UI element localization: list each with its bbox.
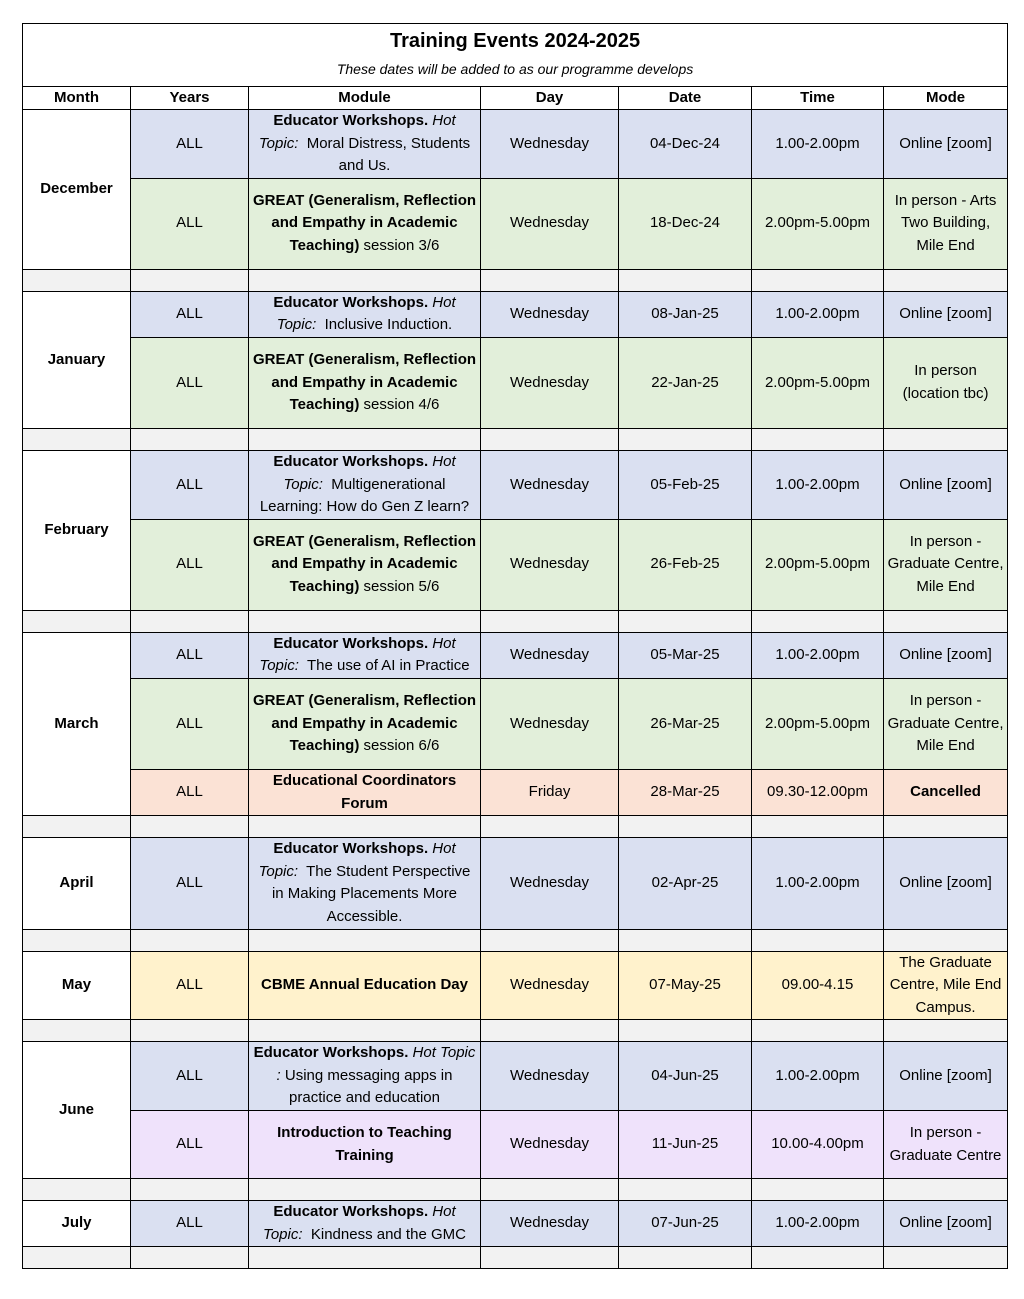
session-number: 4/6 [418, 396, 440, 414]
spacer-row [23, 1179, 1008, 1201]
time-cell: 1.00-2.00pm [752, 1201, 884, 1247]
topic-label: Topic: [283, 475, 323, 493]
month-cell: July [23, 1201, 131, 1247]
month-cell: December [23, 110, 131, 270]
topic-text: Moral Distress, Students and Us. [306, 134, 471, 175]
day-cell: Wednesday [481, 519, 619, 610]
topic-label: Topic: [258, 862, 299, 880]
module-cell [249, 1042, 481, 1111]
session-label: session [363, 578, 415, 596]
mode-cell: In person - Graduate Centre, Mile End [884, 678, 1008, 769]
date-cell: 05-Mar-25 [619, 632, 752, 678]
topic-text: Using messaging apps in practice and education [284, 1066, 453, 1107]
session-label: session [363, 737, 415, 755]
time-cell: 2.00pm-5.00pm [752, 337, 884, 428]
month-cell: February [23, 450, 131, 610]
date-cell: 26-Mar-25 [619, 678, 752, 769]
date-cell: 08-Jan-25 [619, 291, 752, 337]
spacer-row [23, 1247, 1008, 1269]
mode-cell: In person - Graduate Centre, Mile End [884, 519, 1008, 610]
mode-cell-cancelled: Cancelled [884, 769, 1008, 815]
time-cell: 2.00pm-5.00pm [752, 519, 884, 610]
years-cell: ALL [131, 951, 249, 1020]
table-row [23, 678, 1008, 769]
mode-cell: Online [zoom] [884, 1042, 1008, 1111]
years-cell: ALL [131, 678, 249, 769]
day-cell: Wednesday [481, 1111, 619, 1179]
years-cell: ALL [131, 838, 249, 929]
header-mode: Mode [884, 87, 1008, 110]
date-cell: 22-Jan-25 [619, 337, 752, 428]
mode-cell: In person - Arts Two Building, Mile End [884, 178, 1008, 269]
topic-label: Topic: [263, 1225, 303, 1243]
module-title: GREAT (Generalism, Reflection and Empathy in Academic Teaching) [252, 191, 477, 255]
years-cell: ALL [131, 337, 249, 428]
time-cell: 1.00-2.00pm [752, 450, 884, 519]
table-row [23, 1201, 1008, 1247]
day-cell: Wednesday [481, 1201, 619, 1247]
table-row [23, 450, 1008, 519]
date-cell: 04-Dec-24 [619, 110, 752, 179]
header-years: Years [131, 87, 249, 110]
module-title: GREAT (Generalism, Reflection and Empathy in Academic Teaching) [252, 532, 477, 596]
table-row [23, 838, 1008, 929]
module-title: Educator Workshops. [273, 634, 429, 652]
topic-text: Kindness and the GMC [310, 1225, 466, 1243]
day-cell: Wednesday [481, 450, 619, 519]
day-cell: Wednesday [481, 110, 619, 179]
session-number: 6/6 [418, 737, 440, 755]
time-cell: 1.00-2.00pm [752, 1042, 884, 1111]
day-cell: Wednesday [481, 337, 619, 428]
module-title: Educator Workshops. [273, 293, 429, 311]
hot-label: Hot [432, 1203, 456, 1221]
date-cell: 05-Feb-25 [619, 450, 752, 519]
mode-cell: The Graduate Centre, Mile End Campus. [884, 951, 1008, 1020]
hot-label: Hot [412, 1044, 436, 1062]
table-row [23, 519, 1008, 610]
time-cell: 09.30-12.00pm [752, 769, 884, 815]
header-module: Module [249, 87, 481, 110]
topic-text: Multigenerational Learning: How do Gen Z learn? [259, 475, 470, 516]
module-title: Educator Workshops. [273, 1203, 429, 1221]
date-cell: 11-Jun-25 [619, 1111, 752, 1179]
time-cell: 2.00pm-5.00pm [752, 678, 884, 769]
module-title: Educator Workshops. [253, 1044, 409, 1062]
module-cell [249, 519, 481, 610]
topic-label: Topic: [276, 316, 317, 334]
date-cell: 18-Dec-24 [619, 178, 752, 269]
date-cell: 04-Jun-25 [619, 1042, 752, 1111]
day-cell: Wednesday [481, 838, 619, 929]
table-row [23, 291, 1008, 337]
day-cell: Wednesday [481, 632, 619, 678]
module-cell [249, 337, 481, 428]
session-label: session [363, 237, 415, 255]
title-cell [23, 24, 1008, 87]
module-cell: CBME Annual Education Day [249, 951, 481, 1020]
time-cell: 10.00-4.00pm [752, 1111, 884, 1179]
topic-text: The Student Perspective in Making Placements More Accessible. [271, 862, 471, 925]
day-cell: Wednesday [481, 1042, 619, 1111]
topic-text: The use of AI in Practice [306, 657, 470, 675]
mode-cell: Online [zoom] [884, 291, 1008, 337]
years-cell: ALL [131, 110, 249, 179]
years-cell: ALL [131, 1111, 249, 1179]
mode-cell: Online [zoom] [884, 838, 1008, 929]
day-cell: Wednesday [481, 678, 619, 769]
module-title: GREAT (Generalism, Reflection and Empathy in Academic Teaching) [252, 351, 477, 414]
module-cell [249, 678, 481, 769]
years-cell: ALL [131, 1201, 249, 1247]
month-cell: April [23, 838, 131, 929]
spacer-row [23, 269, 1008, 291]
session-label: session [363, 396, 415, 414]
topic-text: Inclusive Induction. [324, 316, 453, 334]
years-cell: ALL [131, 450, 249, 519]
page-title: Training Events 2024-2025 [389, 30, 641, 52]
topic-label: Topic: [259, 657, 299, 675]
table-row [23, 769, 1008, 815]
time-cell: 1.00-2.00pm [752, 838, 884, 929]
time-cell: 09.00-4.15 [752, 951, 884, 1020]
time-cell: 1.00-2.00pm [752, 632, 884, 678]
module-cell [249, 178, 481, 269]
module-title: Educator Workshops. [273, 112, 429, 129]
page-subtitle: These dates will be added to as our programme develops [336, 61, 694, 77]
topic-label: Topic : [276, 1044, 476, 1084]
spacer-row [23, 428, 1008, 450]
spacer-row [23, 610, 1008, 632]
table-row [23, 1042, 1008, 1111]
hot-label: Hot [432, 293, 456, 311]
hot-label: Hot [432, 452, 456, 470]
table-row [23, 178, 1008, 269]
module-cell [249, 838, 481, 929]
time-cell: 1.00-2.00pm [752, 110, 884, 179]
header-month: Month [23, 87, 131, 110]
session-number: 5/6 [418, 578, 440, 596]
module-cell: Educational Coordinators Forum [249, 769, 481, 815]
day-cell: Friday [481, 769, 619, 815]
day-cell: Wednesday [481, 951, 619, 1020]
spacer-row [23, 816, 1008, 838]
mode-cell: In person (location tbc) [884, 337, 1008, 428]
date-cell: 07-May-25 [619, 951, 752, 1020]
day-cell: Wednesday [481, 291, 619, 337]
month-cell: May [23, 951, 131, 1020]
spacer-row [23, 929, 1008, 951]
table-row [23, 110, 1008, 179]
hot-label: Hot [432, 112, 456, 129]
session-number: 3/6 [418, 237, 440, 255]
mode-cell: Online [zoom] [884, 632, 1008, 678]
years-cell: ALL [131, 178, 249, 269]
years-cell: ALL [131, 1042, 249, 1111]
module-cell [249, 632, 481, 678]
years-cell: ALL [131, 291, 249, 337]
years-cell: ALL [131, 519, 249, 610]
mode-cell: Online [zoom] [884, 450, 1008, 519]
hot-label: Hot [432, 840, 456, 858]
time-cell: 2.00pm-5.00pm [752, 178, 884, 269]
table-row [23, 1111, 1008, 1179]
table-row [23, 632, 1008, 678]
time-cell: 1.00-2.00pm [752, 291, 884, 337]
mode-cell: Online [zoom] [884, 110, 1008, 179]
header-row [23, 87, 1008, 110]
day-cell: Wednesday [481, 178, 619, 269]
mode-cell: Online [zoom] [884, 1201, 1008, 1247]
years-cell: ALL [131, 769, 249, 815]
date-cell: 07-Jun-25 [619, 1201, 752, 1247]
module-title: Educator Workshops. [273, 452, 429, 470]
header-date: Date [619, 87, 752, 110]
month-cell: June [23, 1042, 131, 1179]
date-cell: 02-Apr-25 [619, 838, 752, 929]
month-cell: March [23, 632, 131, 815]
date-cell: 26-Feb-25 [619, 519, 752, 610]
header-time: Time [752, 87, 884, 110]
header-day: Day [481, 87, 619, 110]
hot-label: Hot [432, 634, 456, 652]
training-events-table [22, 23, 1008, 1269]
month-cell: January [23, 291, 131, 428]
table-row [23, 951, 1008, 1020]
module-cell [249, 1201, 481, 1247]
module-title: Educator Workshops. [273, 840, 429, 858]
module-cell [249, 291, 481, 337]
module-title: GREAT (Generalism, Reflection and Empathy in Academic Teaching) [252, 692, 477, 755]
module-cell: Introduction to Teaching Training [249, 1111, 481, 1179]
topic-label: Topic: [258, 134, 299, 152]
date-cell: 28-Mar-25 [619, 769, 752, 815]
spacer-row [23, 1020, 1008, 1042]
table-row [23, 337, 1008, 428]
module-cell [249, 110, 481, 179]
years-cell: ALL [131, 632, 249, 678]
module-cell [249, 450, 481, 519]
mode-cell: In person - Graduate Centre [884, 1111, 1008, 1179]
